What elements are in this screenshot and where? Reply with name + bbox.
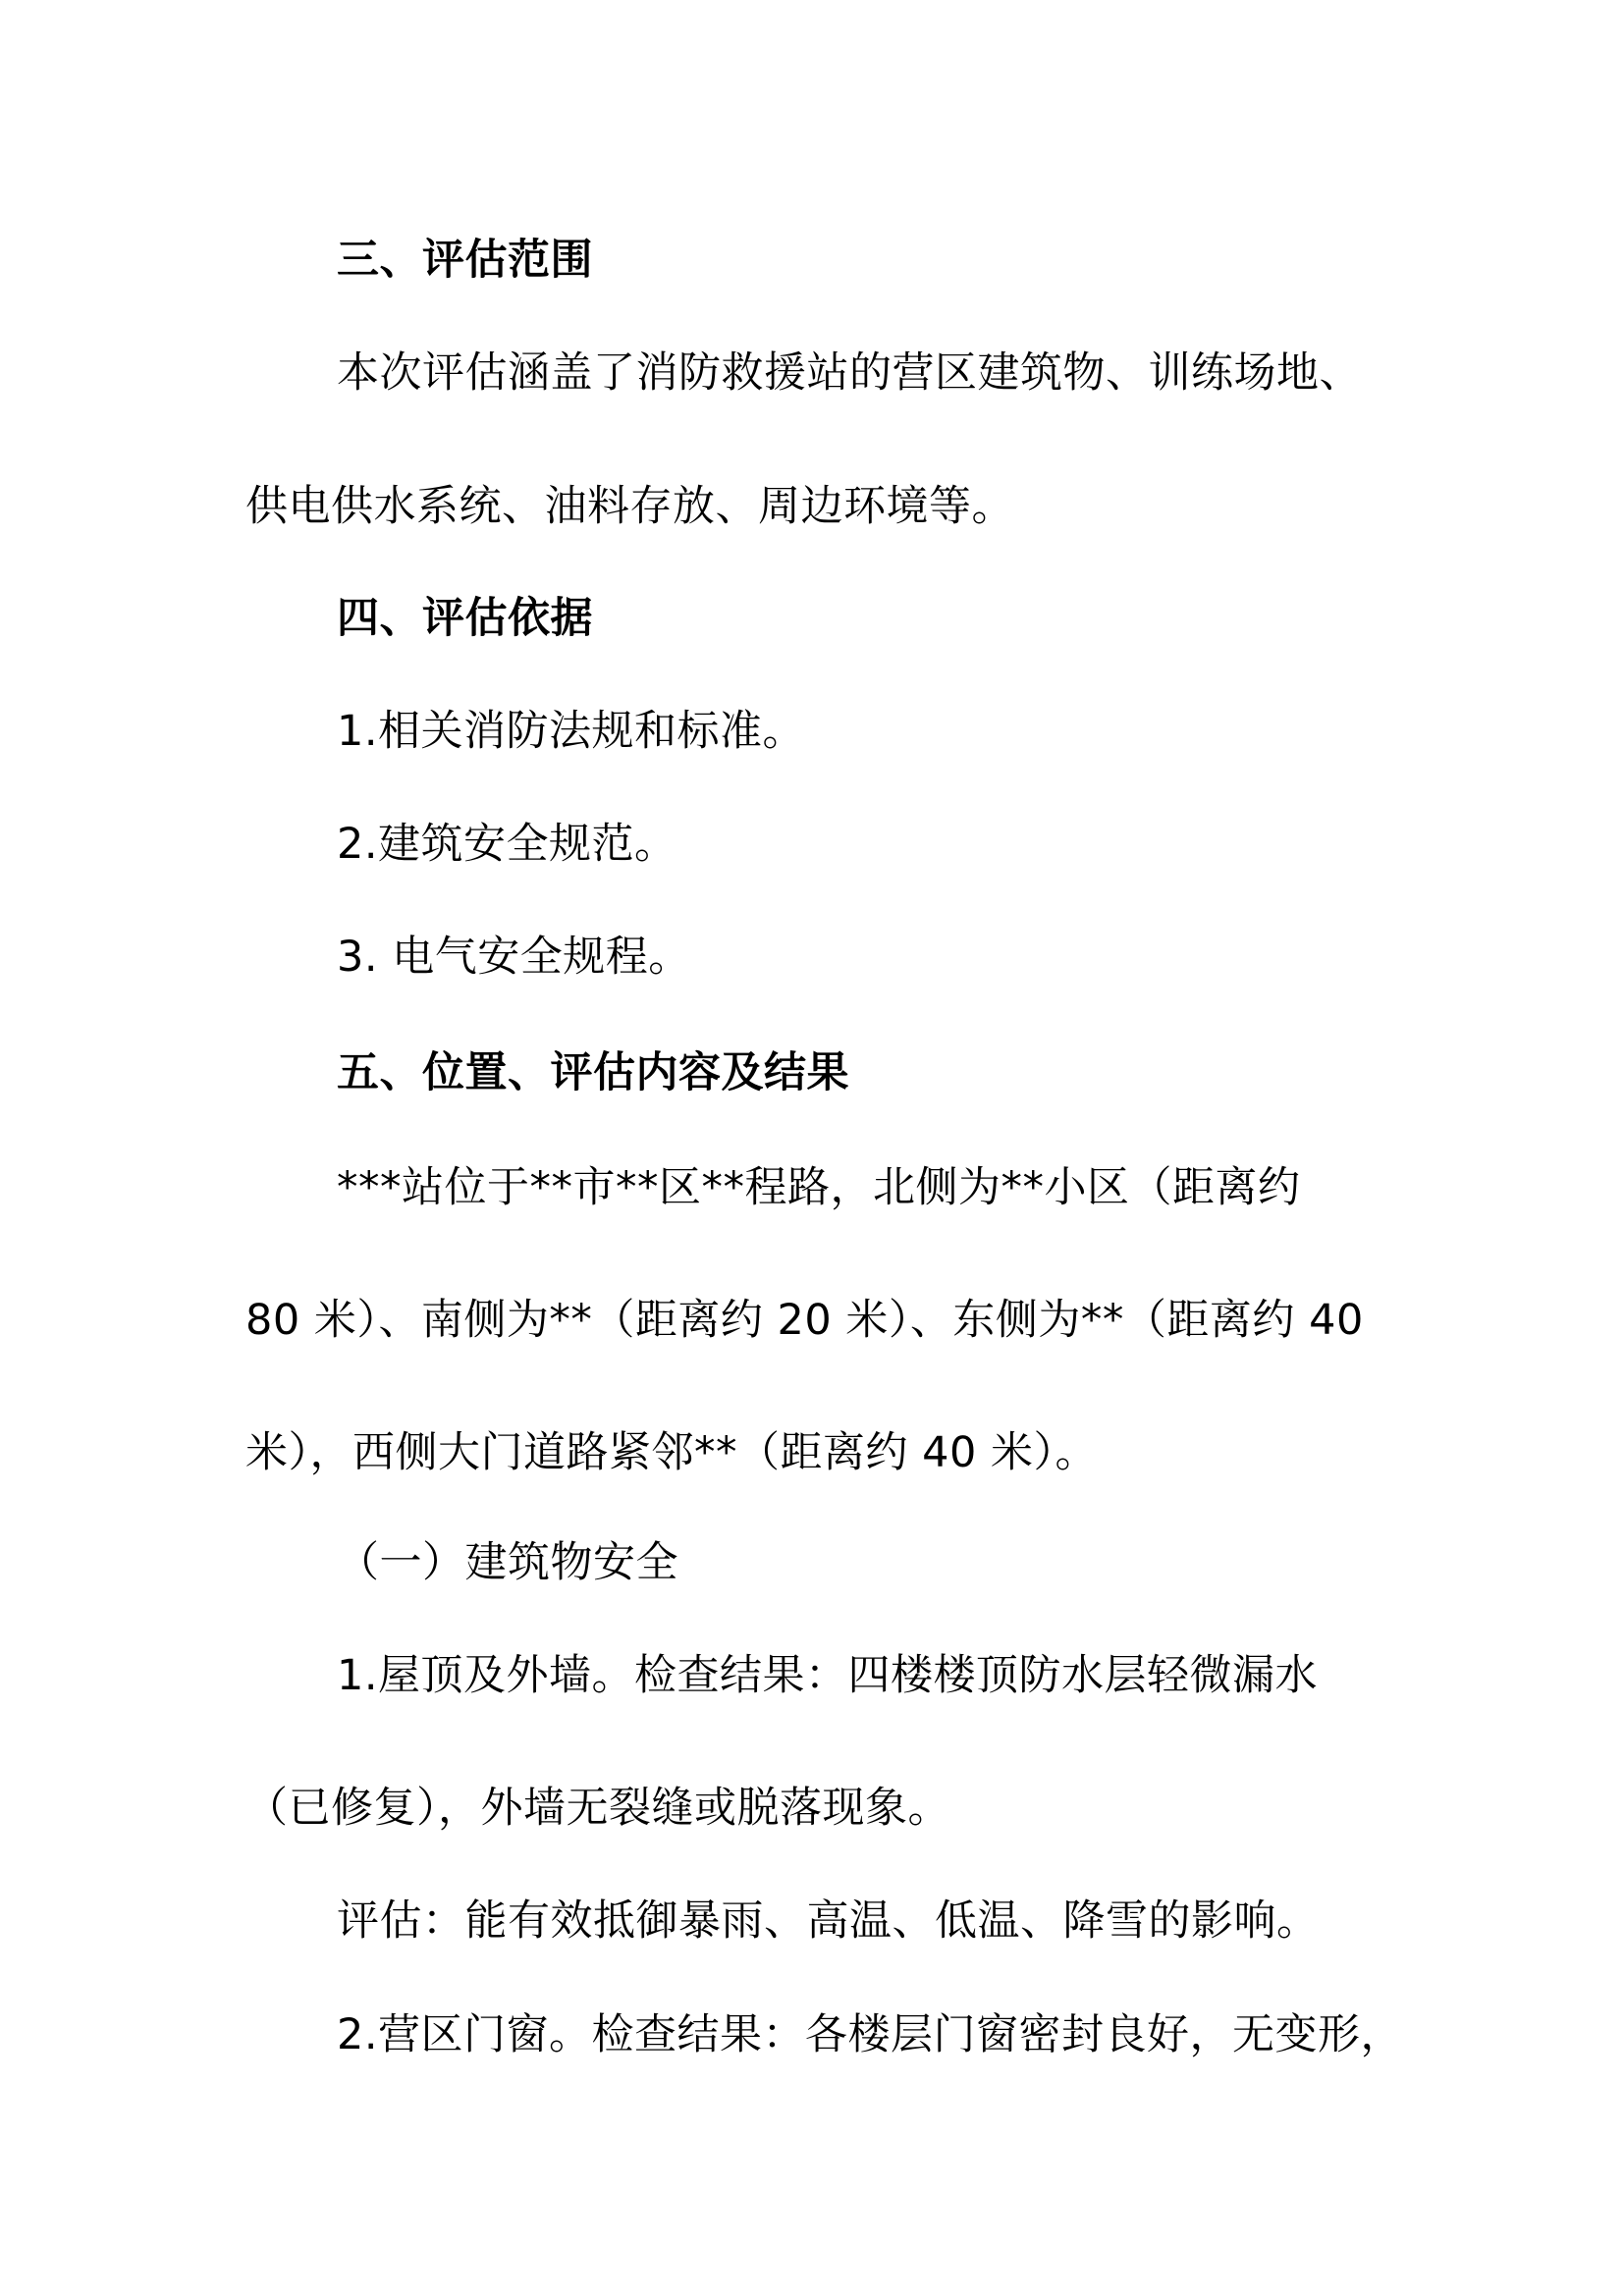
section-3-heading: 三、评估范围 bbox=[337, 236, 593, 285]
location-line-3: 米），西侧大门道路紧邻**（距离约 40 米）。 bbox=[245, 1428, 1099, 1477]
section-4-item-2: 2.建筑安全规范。 bbox=[337, 820, 677, 869]
roof-wall-assessment: 评估：能有效抵御暴雨、高温、低温、降雪的影响。 bbox=[337, 1896, 1320, 1946]
location-line-1: ***站位于**市**区**程路，北侧为**小区（距离约 bbox=[337, 1163, 1301, 1212]
section-4-heading: 四、评估依据 bbox=[337, 594, 593, 643]
section-4-item-3: 3. 电气安全规程。 bbox=[337, 933, 691, 982]
section-5-heading: 五、位置、评估内容及结果 bbox=[337, 1048, 849, 1097]
section-4-item-1: 1.相关消防法规和标准。 bbox=[337, 707, 806, 756]
roof-wall-line-1: 1.屋顶及外墙。检查结果：四楼楼顶防水层轻微漏水 bbox=[337, 1651, 1319, 1700]
subsection-1-heading: （一）建筑物安全 bbox=[337, 1538, 678, 1587]
section-3-body-line-1: 本次评估涵盖了消防救援站的营区建筑物、训练场地、 bbox=[337, 348, 1362, 398]
location-line-2: 80 米）、南侧为**（距离约 20 米）、东侧为**（距离约 40 bbox=[245, 1296, 1364, 1345]
section-3-body-line-2: 供电供水系统、油料存放、周边环境等。 bbox=[245, 482, 1014, 531]
doors-windows-line-1: 2.营区门窗。检查结果：各楼层门窗密封良好，无变形， bbox=[337, 2010, 1404, 2059]
roof-wall-line-2: （已修复），外墙无裂缝或脱落现象。 bbox=[245, 1784, 950, 1833]
